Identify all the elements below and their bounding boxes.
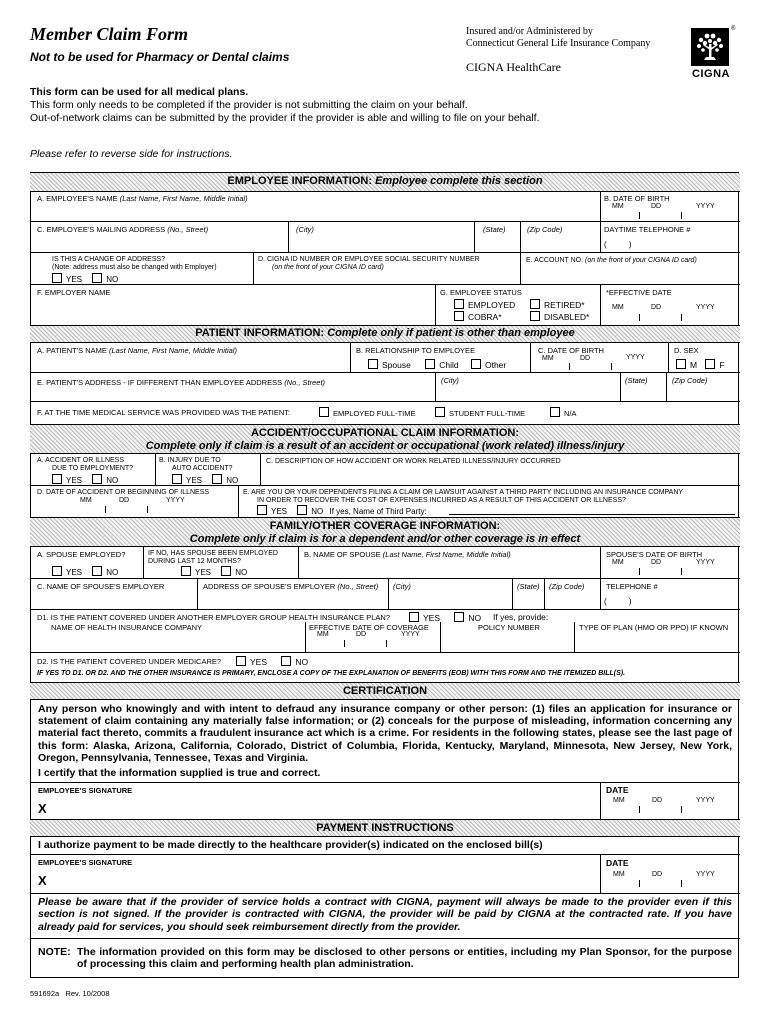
spouse-employer-state-field[interactable] bbox=[513, 592, 543, 608]
other-plan-options: YES NO bbox=[409, 612, 481, 623]
spouse-employed-yes-checkbox[interactable] bbox=[52, 566, 62, 576]
status-disabled: DISABLED* bbox=[530, 311, 589, 322]
cert-signature-x: X bbox=[38, 801, 47, 816]
payment-date-label: DATE bbox=[606, 858, 629, 868]
accident-description-field[interactable] bbox=[261, 468, 739, 484]
employee-name-label: A. EMPLOYEE'S NAME (Last Name, First Name, Middle Initial) bbox=[37, 194, 248, 203]
patient-student-ft-checkbox[interactable] bbox=[435, 407, 445, 417]
certification-body: Any person who knowingly and with intent to defraud any insurance company or other person: (1) files an application for insurance or statement of claim containing any materially false information; or (2) conceals for the purpose of misleading, information concerning any material fact thereto, commits a fraudulent insurance act which is a crime. For residents in the following states, please see the last page of this form: Alaska, Arizona, California, Colorado, District of Columbia, Florida, Kentucky, Maryland, Minnesota, New Jersey, New York, Oregon, Pennsylvania, Tennessee, Texas and Virginia. bbox=[38, 703, 732, 764]
patient-city-label: (City) bbox=[441, 376, 459, 385]
intro-line-3: Out-of-network claims can be submitted by the provider if the provider is able and willing to file on your behalf. bbox=[30, 112, 540, 124]
employee-dob-field[interactable]: MM DD YYYY bbox=[601, 202, 739, 220]
plan-type-label: TYPE OF PLAN (HMO OR PPO) IF KNOWN bbox=[579, 623, 729, 632]
spouse-employer-label: C. NAME OF SPOUSE'S EMPLOYER bbox=[37, 582, 165, 591]
patient-city-field[interactable] bbox=[436, 386, 619, 400]
refer-instructions: Please refer to reverse side for instructions. bbox=[30, 148, 233, 160]
relationship-label: B. RELATIONSHIP TO EMPLOYEE bbox=[356, 346, 476, 355]
spouse-prev-employed-options: YES NO bbox=[181, 566, 247, 577]
effective-date-label: *EFFECTIVE DATE bbox=[606, 288, 672, 297]
accident-employment-no-checkbox[interactable] bbox=[92, 474, 102, 484]
daytime-phone-field[interactable]: ( ) bbox=[604, 240, 632, 249]
spouse-employer-city-field[interactable] bbox=[389, 592, 511, 608]
third-party-yes-checkbox[interactable] bbox=[257, 505, 267, 515]
family-heading: FAMILY/OTHER COVERAGE INFORMATION: bbox=[269, 520, 501, 532]
employee-name-field[interactable] bbox=[31, 205, 599, 219]
if-yes-provide: If yes, provide: bbox=[493, 612, 549, 622]
status-retired: RETIRED* bbox=[530, 299, 585, 310]
employee-section-heading: EMPLOYEE INFORMATION: Employee complete this section bbox=[227, 175, 543, 187]
other-plan-yes-checkbox[interactable] bbox=[409, 612, 419, 622]
employee-status-label: G. EMPLOYEE STATUS bbox=[440, 288, 522, 297]
spouse-telephone-label: TELEPHONE # bbox=[606, 582, 658, 591]
cert-date-label: DATE bbox=[606, 785, 629, 795]
accident-employment-options: YES NO bbox=[52, 474, 118, 485]
spouse-prev-employed-label-2: DURING LAST 12 MONTHS? bbox=[148, 558, 241, 565]
spouse-prev-yes-checkbox[interactable] bbox=[181, 566, 191, 576]
patient-employed-ft: EMPLOYED FULL-TIME bbox=[319, 407, 416, 418]
spouse-employer-zip-label: (Zip Code) bbox=[549, 582, 585, 591]
sex-female-checkbox[interactable] bbox=[705, 359, 715, 369]
auto-accident-no-checkbox[interactable] bbox=[212, 474, 222, 484]
accident-date-field[interactable]: MM DD YYYY bbox=[31, 496, 237, 516]
patient-name-field[interactable] bbox=[31, 356, 349, 371]
spouse-dob-label: SPOUSE'S DATE OF BIRTH bbox=[606, 550, 703, 559]
relationship-spouse-checkbox[interactable] bbox=[368, 359, 378, 369]
coverage-date-label: EFFECTIVE DATE OF COVERAGE bbox=[309, 623, 429, 632]
mailing-city-label: (City) bbox=[296, 225, 314, 234]
mailing-state-field[interactable] bbox=[475, 236, 519, 251]
auto-accident-options: YES NO bbox=[172, 474, 238, 485]
daytime-phone-label: DAYTIME TELEPHONE # bbox=[604, 225, 691, 234]
accident-heading: ACCIDENT/OCCUPATIONAL CLAIM INFORMATION: bbox=[250, 427, 520, 439]
spouse-employer-address-label: ADDRESS OF SPOUSE'S EMPLOYER (No., Street) bbox=[203, 582, 379, 591]
cert-signature-field[interactable] bbox=[55, 797, 595, 817]
cigna-id-hint: (on the front of your CIGNA ID card) bbox=[272, 264, 384, 271]
payment-authorization: I authorize payment to be made directly to the healthcare provider(s) indicated on the enclosed bill(s) bbox=[38, 839, 543, 851]
patient-status-label: F. AT THE TIME MEDICAL SERVICE WAS PROVIDED WAS THE PATIENT: bbox=[37, 408, 291, 417]
other-plan-no-checkbox[interactable] bbox=[454, 612, 464, 622]
medicare-no-checkbox[interactable] bbox=[281, 656, 291, 666]
cert-signature-label: EMPLOYEE'S SIGNATURE bbox=[38, 786, 133, 795]
spouse-employer-field[interactable] bbox=[31, 592, 196, 608]
cigna-id-field[interactable] bbox=[254, 273, 519, 283]
status-cobra: COBRA* bbox=[454, 311, 502, 322]
spouse-telephone-field[interactable]: ( ) bbox=[604, 597, 632, 606]
accident-description-label: C. DESCRIPTION OF HOW ACCIDENT OR WORK RELATED ILLNESS/INJURY OCCURRED bbox=[266, 458, 561, 465]
spouse-employed-options: YES NO bbox=[52, 566, 118, 577]
form-title: Member Claim Form bbox=[30, 24, 189, 44]
coverage-date-field[interactable]: MM DD YYYY bbox=[306, 631, 439, 651]
insurance-company-label: NAME OF HEALTH INSURANCE COMPANY bbox=[51, 623, 202, 632]
spouse-employed-no-checkbox[interactable] bbox=[92, 566, 102, 576]
note-label: NOTE: bbox=[38, 946, 71, 958]
address-change-no-checkbox[interactable] bbox=[92, 273, 102, 283]
tree-icon bbox=[691, 28, 729, 66]
form-subtitle: Not to be used for Pharmacy or Dental claims bbox=[30, 50, 290, 64]
auto-accident-yes-checkbox[interactable] bbox=[172, 474, 182, 484]
form-number: 591692a Rev. 10/2008 bbox=[30, 989, 110, 998]
company-name: CIGNA HealthCare bbox=[466, 60, 561, 74]
spouse-name-field[interactable] bbox=[299, 560, 599, 577]
payment-signature-x: X bbox=[38, 873, 47, 888]
sex-label: D. SEX bbox=[674, 346, 699, 355]
patient-zip-field[interactable] bbox=[667, 386, 739, 400]
relationship-other-checkbox[interactable] bbox=[471, 359, 481, 369]
mailing-address-label: C. EMPLOYEE'S MAILING ADDRESS (No., Street) bbox=[37, 225, 209, 234]
spouse-prev-employed-label-1: IF NO, HAS SPOUSE BEEN EMPLOYED bbox=[148, 550, 278, 557]
address-change-question: IS THIS A CHANGE OF ADDRESS? bbox=[52, 256, 166, 263]
note-text: The information provided on this form may be disclosed to other persons or entities, including my Plan Sponsor, for the purpose of processing this claim and performing health plan administration. bbox=[77, 946, 732, 971]
relationship-child-checkbox[interactable] bbox=[425, 359, 435, 369]
insurance-company-field[interactable] bbox=[31, 633, 304, 651]
patient-state-field[interactable] bbox=[621, 386, 665, 400]
mailing-zip-label: (Zip Code) bbox=[527, 225, 563, 234]
auto-accident-label-2: AUTO ACCIDENT? bbox=[172, 465, 233, 472]
payment-signature-field[interactable] bbox=[55, 869, 595, 891]
mailing-state-label: (State) bbox=[483, 225, 506, 234]
account-no-field[interactable] bbox=[521, 267, 739, 283]
payment-date-field[interactable]: MM DD YYYY bbox=[601, 868, 739, 892]
patient-address-label: E. PATIENT'S ADDRESS - IF DIFFERENT THAN EMPLOYEE ADDRESS (No., Street) bbox=[37, 378, 326, 387]
spouse-dob-field[interactable]: MM DD YYYY bbox=[601, 558, 739, 577]
accident-employment-label-2: DUE TO EMPLOYMENT? bbox=[52, 465, 134, 472]
spouse-prev-no-checkbox[interactable] bbox=[221, 566, 231, 576]
payment-heading: PAYMENT INSTRUCTIONS bbox=[316, 822, 454, 834]
patient-employed-ft-checkbox[interactable] bbox=[319, 407, 329, 417]
spouse-employed-label: A. SPOUSE EMPLOYED? bbox=[37, 550, 126, 559]
third-party-question-1: E. ARE YOU OR YOUR DEPENDENTS FILING A CLAIM OR LAWSUIT AGAINST A THIRD PARTY INCLUDING AN INSURANCE COMPANY bbox=[243, 489, 684, 496]
mailing-street-field[interactable] bbox=[31, 236, 287, 251]
intro-line-1: This form can be used for all medical plans. bbox=[30, 86, 249, 98]
policy-number-field[interactable] bbox=[441, 633, 573, 651]
patient-student-ft: STUDENT FULL-TIME bbox=[435, 407, 525, 418]
medicare-options: YES NO bbox=[236, 656, 308, 667]
cigna-logo bbox=[689, 26, 735, 82]
primary-insurance-note: IF YES TO D1. OR D2. AND THE OTHER INSURANCE IS PRIMARY, ENCLOSE A COPY OF THE EXPLANATION OF BENEFITS (EOB) WITH THIS FORM AND THE ITEMIZED BILL(S). bbox=[37, 670, 626, 677]
sex-male-checkbox[interactable] bbox=[676, 359, 686, 369]
cert-date-field[interactable]: MM DD YYYY bbox=[601, 795, 739, 817]
patient-zip-label: (Zip Code) bbox=[672, 376, 708, 385]
status-employed: EMPLOYED bbox=[454, 299, 515, 310]
policy-number-label: POLICY NUMBER bbox=[478, 623, 540, 632]
address-change-options: YES NO bbox=[52, 273, 118, 284]
payment-signature-label: EMPLOYEE'S SIGNATURE bbox=[38, 858, 133, 867]
account-no-label: E. ACCOUNT NO. (on the front of your CIGNA ID card) bbox=[526, 257, 697, 264]
status-cobra-checkbox[interactable] bbox=[454, 311, 464, 321]
provider-payment-notice: Please be aware that if the provider of service holds a contract with CIGNA, payment will always be made to the provider even if this section is not signed. If the provider is contracted with CIGNA, the provider will be paid by CIGNA at the contracted rate. If you have already paid for services, you should seek reimbursement directly from the provider. bbox=[38, 896, 732, 933]
patient-dob-label: C. DATE OF BIRTH bbox=[538, 346, 604, 355]
certify-statement: I certify that the information supplied is true and correct. bbox=[38, 767, 321, 779]
third-party-name-line[interactable] bbox=[449, 514, 735, 515]
mailing-city-field[interactable] bbox=[289, 236, 473, 251]
effective-date-field[interactable]: MM DD YYYY bbox=[601, 298, 739, 324]
accident-employment-yes-checkbox[interactable] bbox=[52, 474, 62, 484]
mailing-zip-field[interactable] bbox=[521, 236, 599, 251]
spouse-employer-state-label: (State) bbox=[517, 582, 540, 591]
patient-section-heading: PATIENT INFORMATION: Complete only if patient is other than employee bbox=[195, 327, 575, 339]
employer-name-label: F. EMPLOYER NAME bbox=[37, 288, 111, 297]
patient-name-label: A. PATIENT'S NAME (Last Name, First Name, Middle Initial) bbox=[37, 346, 237, 355]
employer-name-field[interactable] bbox=[31, 298, 434, 324]
insured-line-1: Insured and/or Administered by bbox=[466, 26, 593, 37]
third-party-question-2: IN ORDER TO RECOVER THE COST OF EXPENSES INCURRED AS A RESULT OF THIS ACCIDENT OR ILLNESS? bbox=[257, 497, 626, 504]
logo-text: CIGNA bbox=[692, 68, 730, 80]
status-employed-checkbox[interactable] bbox=[454, 299, 464, 309]
status-retired-checkbox[interactable] bbox=[530, 299, 540, 309]
relationship-options: Spouse Child Other bbox=[368, 359, 506, 370]
intro-line-2: This form only needs to be completed if the provider is not submitting the claim on your behalf. bbox=[30, 99, 468, 111]
patient-dob-field[interactable]: MM DD YYYY bbox=[531, 354, 667, 371]
patient-street-field[interactable] bbox=[31, 388, 434, 400]
other-plan-question: D1. IS THE PATIENT COVERED UNDER ANOTHER EMPLOYER GROUP HEALTH INSURANCE PLAN? bbox=[37, 613, 390, 622]
patient-state-label: (State) bbox=[625, 376, 648, 385]
certification-heading: CERTIFICATION bbox=[342, 685, 428, 697]
family-subheading: Complete only if claim is for a dependent and/or other coverage is in effect bbox=[189, 533, 581, 545]
spouse-employer-city-label: (City) bbox=[393, 582, 411, 591]
spouse-employer-zip-field[interactable] bbox=[545, 592, 599, 608]
status-disabled-checkbox[interactable] bbox=[530, 311, 540, 321]
address-change-yes-checkbox[interactable] bbox=[52, 273, 62, 283]
third-party-no-checkbox[interactable] bbox=[297, 505, 307, 515]
patient-na: N/A bbox=[550, 407, 577, 418]
accident-date-label: D. DATE OF ACCIDENT OR BEGINNING OF ILLNESS bbox=[37, 489, 210, 496]
medicare-yes-checkbox[interactable] bbox=[236, 656, 246, 666]
patient-na-checkbox[interactable] bbox=[550, 407, 560, 417]
accident-subheading: Complete only if claim is a result of an accident or occupational (work related) illness/injury bbox=[145, 440, 625, 452]
cigna-id-label: D. CIGNA ID NUMBER OR EMPLOYEE SOCIAL SECURITY NUMBER bbox=[258, 256, 480, 263]
spouse-name-label: B. NAME OF SPOUSE (Last Name, First Name, Middle Initial) bbox=[304, 550, 511, 559]
registered-mark: ® bbox=[731, 26, 736, 32]
auto-accident-label-1: B. INJURY DUE TO bbox=[159, 457, 221, 464]
address-change-note: (Note: address must also be changed with Employer) bbox=[52, 264, 217, 271]
insured-line-2: Connecticut General Life Insurance Company bbox=[466, 38, 651, 49]
medicare-question: D2. IS THE PATIENT COVERED UNDER MEDICARE? bbox=[37, 657, 222, 666]
employee-dob-label: B. DATE OF BIRTH bbox=[604, 194, 670, 203]
accident-employment-label-1: A. ACCIDENT OR ILLNESS bbox=[37, 457, 125, 464]
spouse-employer-street-field[interactable] bbox=[198, 592, 387, 608]
plan-type-field[interactable] bbox=[575, 633, 739, 651]
sex-options: M F bbox=[676, 359, 725, 370]
third-party-options: YES NO If yes, Name of Third Party: bbox=[257, 505, 427, 516]
